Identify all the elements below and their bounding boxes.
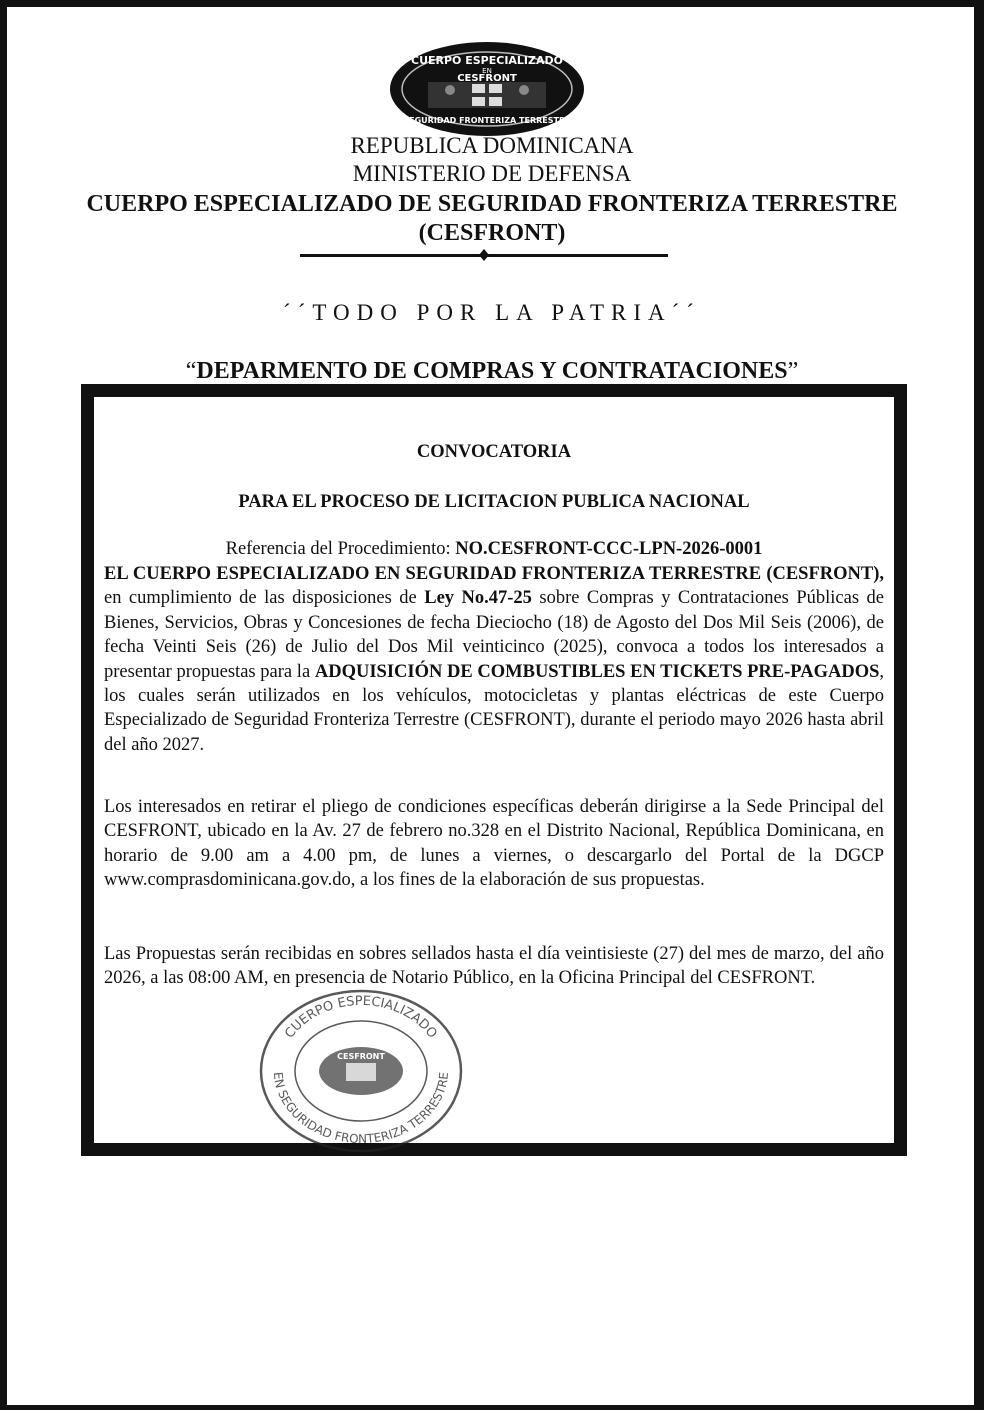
svg-text:EN SEGURIDAD FRONTERIZA TERRES: EN SEGURIDAD FRONTERIZA TERRESTRE <box>270 1071 452 1147</box>
header-divider <box>300 248 668 262</box>
notice-paragraph-1: EL CUERPO ESPECIALIZADO EN SEGURIDAD FRONTERIZA TERRESTRE (CESFRONT), en cumplimiento de las disposiciones de Ley No.47-25 sobre Compras y Contrataciones Públicas de Bienes, Servicios, Obras y Concesiones de fecha Dieciocho (18) de Agosto del Dos Mil Seis (2006), de fecha Veinti Seis (26) de Julio del Dos Mil veinticinco (2025), convoca a todos los interesados a presentar propuestas para la ADQUISICIÓN DE COMBUSTIBLES EN TICKETS PRE-PAGADOS, los cuales serán utilizados en los vehículos, motocicletas y plantas eléctricas de este Cuerpo Especializado de Seguridad Fronteriza Terrestre (CESFRONT), durante el periodo mayo 2026 hasta abril del año 2027. <box>104 564 884 755</box>
official-seal-stamp <box>256 987 466 1155</box>
department-title: “DEPARMENTO DE COMPRAS Y CONTRATACIONES” <box>185 358 799 384</box>
cesfront-logo <box>388 40 586 138</box>
logo-text-mid: EN <box>482 67 492 75</box>
header-line-acronym: (CESFRONT) <box>418 220 566 246</box>
header-line-ministerio: MINISTERIO DE DEFENSA <box>352 161 632 186</box>
procedure-reference: Referencia del Procedimiento: NO.CESFRONT-CCC-LPN-2026-0001 <box>225 539 763 559</box>
logo-text-bottom: SEGURIDAD FRONTERIZA TERRESTRE <box>403 116 571 125</box>
header-line-institution: CUERPO ESPECIALIZADO DE SEGURIDAD FRONTERIZA TERRESTRE <box>86 191 898 217</box>
logo-text-name: CESFRONT <box>457 73 517 84</box>
notice-title: CONVOCATORIA <box>416 442 572 462</box>
procedure-reference-number: NO.CESFRONT-CCC-LPN-2026-0001 <box>455 539 763 559</box>
motto: ´´TODO POR LA PATRIA´´ <box>283 300 701 325</box>
notice-paragraph-3: Las Propuestas serán recibidas en sobres sellados hasta el día veintisieste (27) del mes de marzo, del año 2026, a las 08:00 AM, en presencia de Notario Público, en la Oficina Principal del CESFRONT. <box>104 944 884 989</box>
notice-subtitle: PARA EL PROCESO DE LICITACION PUBLICA NACIONAL <box>238 492 750 512</box>
svg-text:CUERPO ESPECIALIZADO: CUERPO ESPECIALIZADO <box>282 993 440 1042</box>
header-line-republica: REPUBLICA DOMINICANA <box>350 133 634 158</box>
notice-box <box>81 384 907 1156</box>
notice-paragraph-2: Los interesados en retirar el pliego de condiciones específicas deberán dirigirse a la Sede Principal del CESFRONT, ubicado en la Av. 27 de febrero no.328 en el Distrito Nacional, República Dominicana, en horario de 9.00 am a 4.00 pm, de lunes a viernes, o descargarlo del Portal de la DGCP www.comprasdominicana.gov.do, a los fines de la elaboración de sus propuestas. <box>104 797 884 891</box>
logo-text-top: CUERPO ESPECIALIZADO <box>411 54 563 67</box>
svg-text:CESFRONT: CESFRONT <box>337 1052 385 1061</box>
